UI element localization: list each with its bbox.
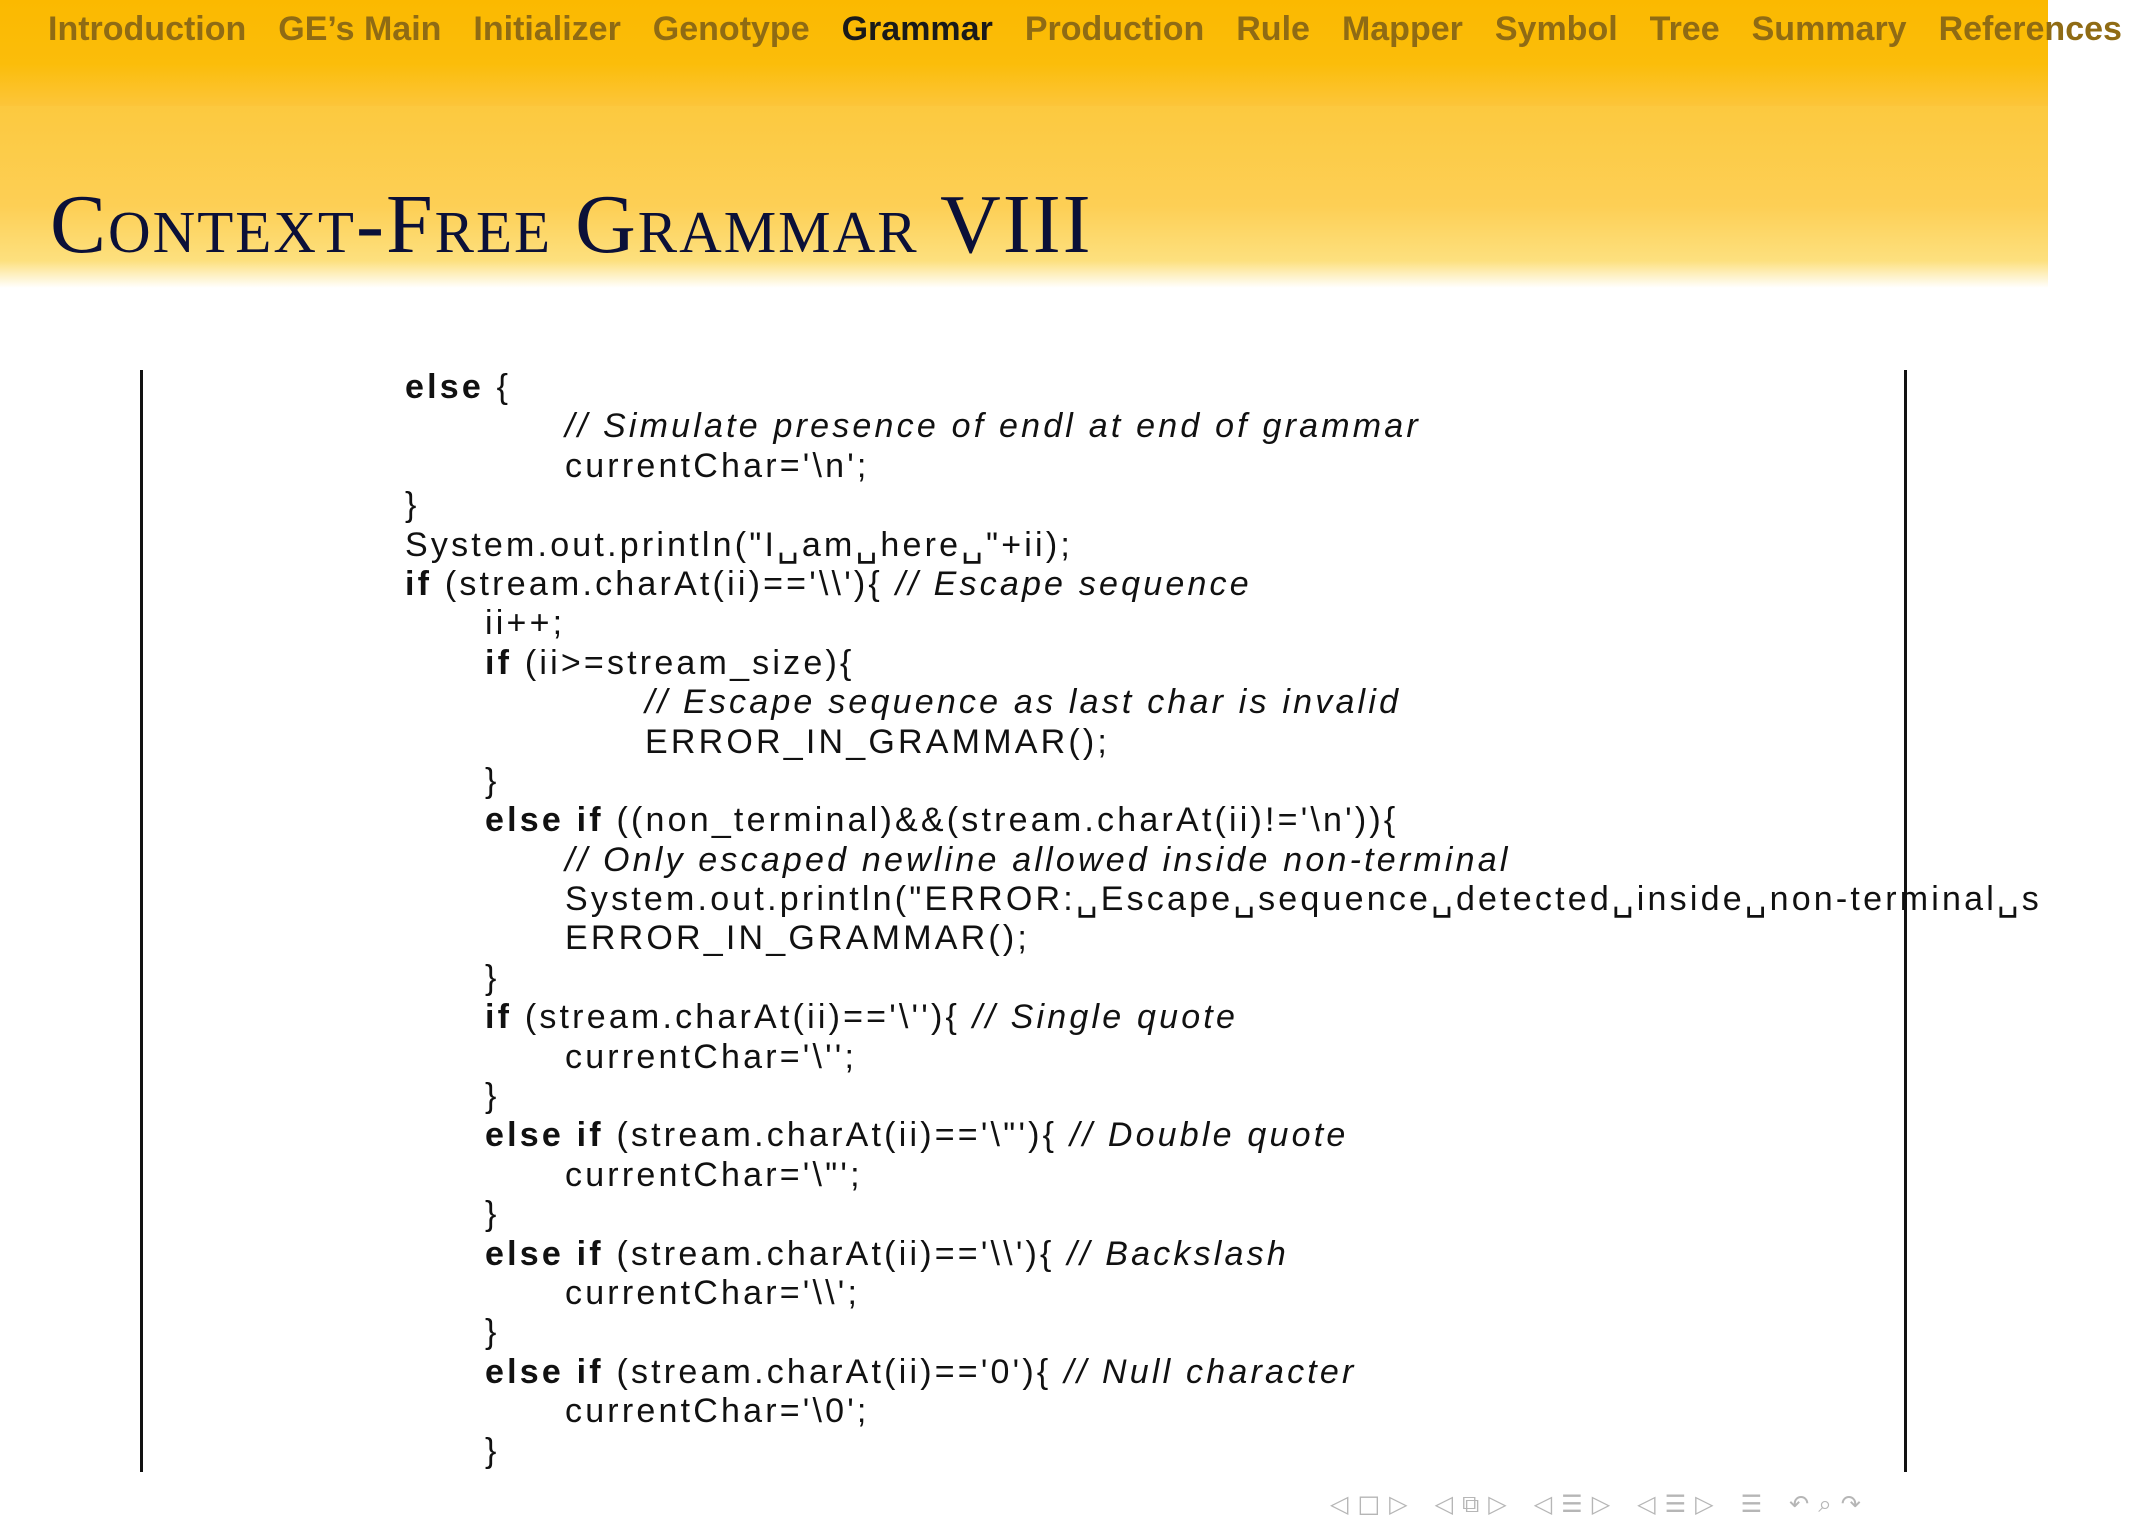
forward-icon[interactable]: ↷ xyxy=(1840,1490,1861,1518)
code-line xyxy=(405,447,2042,486)
code-line xyxy=(405,1392,2042,1431)
top-navigation-bar xyxy=(0,0,2122,106)
code-comment: // Escape sequence as last char is invalid xyxy=(645,683,1402,722)
code-comment: // Single quote xyxy=(972,998,1239,1037)
code-line xyxy=(405,1195,2042,1234)
code-line xyxy=(405,644,2042,683)
code-keyword: if xyxy=(485,998,513,1037)
code-keyword: else if xyxy=(485,1116,604,1155)
code-text: } xyxy=(485,1077,500,1116)
code-keyword: if xyxy=(485,643,513,682)
code-line xyxy=(405,1432,2042,1471)
code-text: currentChar='\n'; xyxy=(565,446,870,485)
code-line xyxy=(405,1274,2042,1313)
code-line xyxy=(405,998,2042,1037)
prev-section-icon[interactable]: ◁ xyxy=(1533,1490,1553,1518)
frame-icon[interactable]: □ xyxy=(1357,1490,1381,1518)
code-line xyxy=(405,1077,2042,1116)
code-text: } xyxy=(405,486,420,525)
code-text: } xyxy=(485,1195,500,1234)
subsection-icon[interactable]: ⧉ xyxy=(1462,1490,1480,1518)
code-text: (stream.charAt(ii)=='\\'){ xyxy=(603,1234,1068,1273)
code-line xyxy=(405,526,2042,565)
code-text: ((non_terminal)&&(stream.charAt(ii)!='\n')){ xyxy=(603,801,1399,840)
code-listing xyxy=(405,368,2042,1471)
outline-icon[interactable]: ☰ xyxy=(1740,1490,1763,1518)
code-comment: // Null character xyxy=(1064,1352,1357,1391)
code-keyword: if xyxy=(405,564,433,603)
beamer-navigation-symbols xyxy=(1330,1490,1870,1524)
nav-item-summary[interactable]: Summary xyxy=(1751,10,1907,48)
nav-item-production[interactable]: Production xyxy=(1024,10,1205,48)
nav-item-initializer[interactable]: Initializer xyxy=(473,10,621,48)
slide-title: Context-Free Grammar VIII xyxy=(50,178,1093,271)
code-line xyxy=(405,841,2042,880)
code-text: (stream.charAt(ii)=='\''){ xyxy=(512,998,973,1037)
nav-item-references[interactable]: References xyxy=(1938,10,2122,48)
code-text: currentChar='\0'; xyxy=(565,1392,870,1431)
code-text: System.out.println("ERROR:␣Escape␣sequence␣detected␣inside␣non-terminal␣s xyxy=(565,880,2042,919)
code-text: } xyxy=(485,761,500,800)
code-text: currentChar='\"'; xyxy=(565,1155,863,1194)
code-comment: // Double quote xyxy=(1069,1116,1349,1155)
code-line xyxy=(405,565,2042,604)
code-text: ii++; xyxy=(485,604,566,643)
code-keyword: else if xyxy=(485,801,604,840)
section-nav-list xyxy=(48,10,2154,49)
code-line xyxy=(405,919,2042,958)
code-text: currentChar='\''; xyxy=(565,1037,858,1076)
code-line xyxy=(405,1313,2042,1352)
code-text: } xyxy=(485,958,500,997)
code-line xyxy=(405,959,2042,998)
nav-item-ge-s-main[interactable]: GE’s Main xyxy=(278,10,442,48)
part-icon[interactable]: ☰ xyxy=(1664,1490,1687,1518)
code-text: (stream.charAt(ii)=='\"'){ xyxy=(603,1116,1070,1155)
code-text: System.out.println("I␣am␣here␣"+ii); xyxy=(405,525,1073,564)
search-icon[interactable]: ⌕ xyxy=(1818,1490,1832,1518)
code-text: (stream.charAt(ii)=='\\'){ xyxy=(432,564,896,603)
code-comment: // Only escaped newline allowed inside non-terminal xyxy=(565,840,1511,879)
code-text: ERROR_IN_GRAMMAR(); xyxy=(645,722,1111,761)
code-text: ERROR_IN_GRAMMAR(); xyxy=(565,919,1031,958)
code-line xyxy=(405,801,2042,840)
back-icon[interactable]: ↶ xyxy=(1789,1490,1810,1518)
prev-frame-icon[interactable]: ◁ xyxy=(1330,1490,1349,1518)
next-frame-icon[interactable]: ▷ xyxy=(1389,1490,1408,1518)
code-line xyxy=(405,604,2042,643)
code-comment: // Backslash xyxy=(1067,1234,1289,1273)
code-line xyxy=(405,1235,2042,1274)
next-section-icon[interactable]: ▷ xyxy=(1591,1490,1611,1518)
nav-item-grammar[interactable]: Grammar xyxy=(841,10,993,48)
section-icon[interactable]: ☰ xyxy=(1561,1490,1583,1518)
code-keyword: else xyxy=(405,368,484,406)
code-text: { xyxy=(483,368,512,406)
nav-item-rule[interactable]: Rule xyxy=(1236,10,1310,48)
code-keyword: else if xyxy=(485,1234,604,1273)
code-text: } xyxy=(485,1431,500,1470)
code-listing-frame xyxy=(143,360,2042,1480)
nav-item-introduction[interactable]: Introduction xyxy=(48,10,247,48)
code-line xyxy=(405,1038,2042,1077)
code-text: } xyxy=(485,1313,500,1352)
code-text: (stream.charAt(ii)=='0'){ xyxy=(603,1352,1065,1391)
code-line xyxy=(405,723,2042,762)
code-line xyxy=(405,368,2042,407)
next-subsection-icon[interactable]: ▷ xyxy=(1488,1490,1507,1518)
code-keyword: else if xyxy=(485,1352,604,1391)
code-line xyxy=(405,1353,2042,1392)
code-line xyxy=(405,1156,2042,1195)
nav-item-tree[interactable]: Tree xyxy=(1649,10,1720,48)
code-line xyxy=(405,683,2042,722)
code-text: (ii>=stream_size){ xyxy=(512,643,855,682)
code-line xyxy=(405,486,2042,525)
code-text: currentChar='\\'; xyxy=(565,1273,861,1312)
next-part-icon[interactable]: ▷ xyxy=(1695,1490,1714,1518)
nav-item-symbol[interactable]: Symbol xyxy=(1494,10,1618,48)
prev-subsection-icon[interactable]: ◁ xyxy=(1434,1490,1454,1518)
code-line xyxy=(405,1116,2042,1155)
code-line xyxy=(405,407,2042,446)
code-line xyxy=(405,880,2042,919)
prev-part-icon[interactable]: ◁ xyxy=(1637,1490,1656,1518)
nav-item-mapper[interactable]: Mapper xyxy=(1341,10,1463,48)
code-line xyxy=(405,762,2042,801)
code-comment: // Escape sequence xyxy=(895,564,1252,603)
nav-item-genotype[interactable]: Genotype xyxy=(652,10,810,48)
code-comment: // Simulate presence of endl at end of grammar xyxy=(565,407,1421,446)
